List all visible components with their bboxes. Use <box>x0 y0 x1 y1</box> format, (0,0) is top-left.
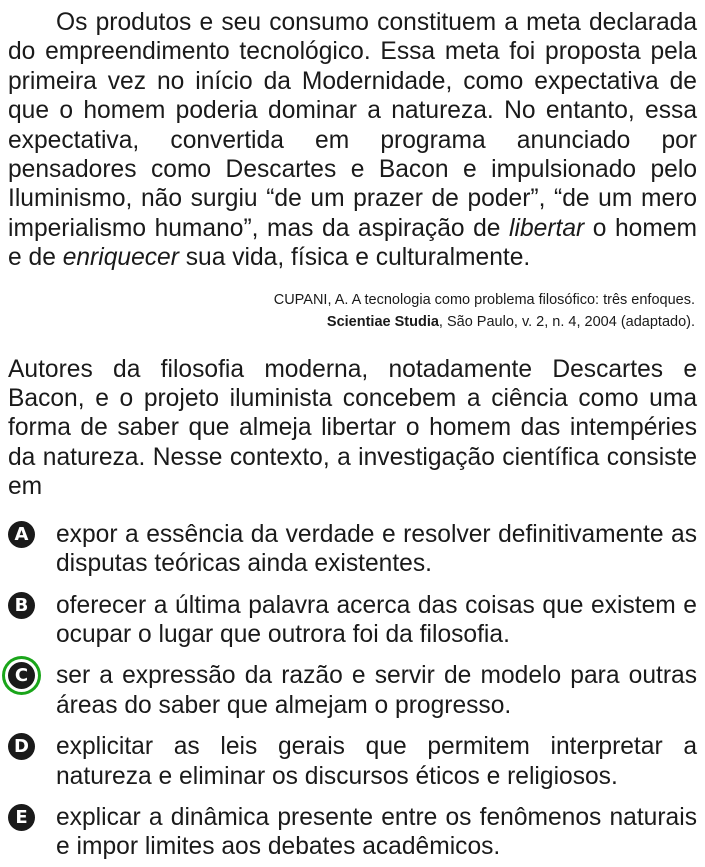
option-letter-a-badge: A <box>8 521 35 548</box>
emphasis-enriquecer: enriquecer <box>62 244 179 272</box>
option-letter-b-badge: B <box>8 592 35 619</box>
option-b-text: oferecer a última palavra acerca das coisas que existem e ocupar o lugar que outrora foi da filosofia. <box>56 591 697 648</box>
option-e[interactable] <box>8 803 697 862</box>
source-text-part: o homem e de <box>8 214 697 272</box>
citation-line-1: CUPANI, A. A tecnologia como problema filosófico: três enfoques. <box>273 291 695 308</box>
option-letter-e-badge: E <box>8 804 35 831</box>
option-a[interactable] <box>8 520 697 579</box>
question-stem: Autores da filosofia moderna, notadamente Descartes e Bacon, e o projeto iluminista concebem a ciência como uma forma de saber que almeja libertar o homem das intempéries da natureza. Nesse contexto, a investigação científica consiste em <box>8 355 697 501</box>
option-letter-c-badge-selected: C <box>8 662 35 689</box>
emphasis-libertar: libertar <box>509 214 585 242</box>
source-text-part: Os produtos e seu consumo constituem a meta declarada do empreendimento tecnológico. Essa meta foi proposta pela primeira vez no início da Modernidade, como expectativa de que o homem poderia dominar a natureza. No entanto, essa expectativa, convertida em programa anunciado por pensadores como Descartes e Bacon e impulsionado pelo Iluminismo, não surgiu “de um prazer de poder”, “de um mero imperialismo humano”, mas da aspiração de <box>8 9 697 242</box>
citation <box>8 289 697 333</box>
answer-options <box>8 520 697 862</box>
option-letter-d-badge: D <box>8 733 35 760</box>
option-d-text: explicitar as leis gerais que permitem interpretar a natureza e eliminar os discursos éticos e religiosos. <box>56 733 697 790</box>
source-text-paragraph <box>8 8 697 273</box>
option-d[interactable] <box>8 732 697 791</box>
source-text-part: sua vida, física e culturalmente. <box>178 244 531 272</box>
option-c[interactable] <box>8 661 697 720</box>
citation-line-2 <box>8 311 695 333</box>
citation-journal: Scientiae Studia <box>326 313 439 330</box>
citation-details: , São Paulo, v. 2, n. 4, 2004 (adaptado). <box>438 313 695 330</box>
option-b[interactable] <box>8 591 697 650</box>
option-a-text: expor a essência da verdade e resolver definitivamente as disputas teóricas ainda existentes. <box>56 520 697 578</box>
option-e-text: explicar a dinâmica presente entre os fenômenos naturais e impor limites aos debates acadêmicos. <box>56 803 697 861</box>
option-c-text: ser a expressão da razão e servir de modelo para outras áreas do saber que almejam o progresso. <box>56 662 697 719</box>
